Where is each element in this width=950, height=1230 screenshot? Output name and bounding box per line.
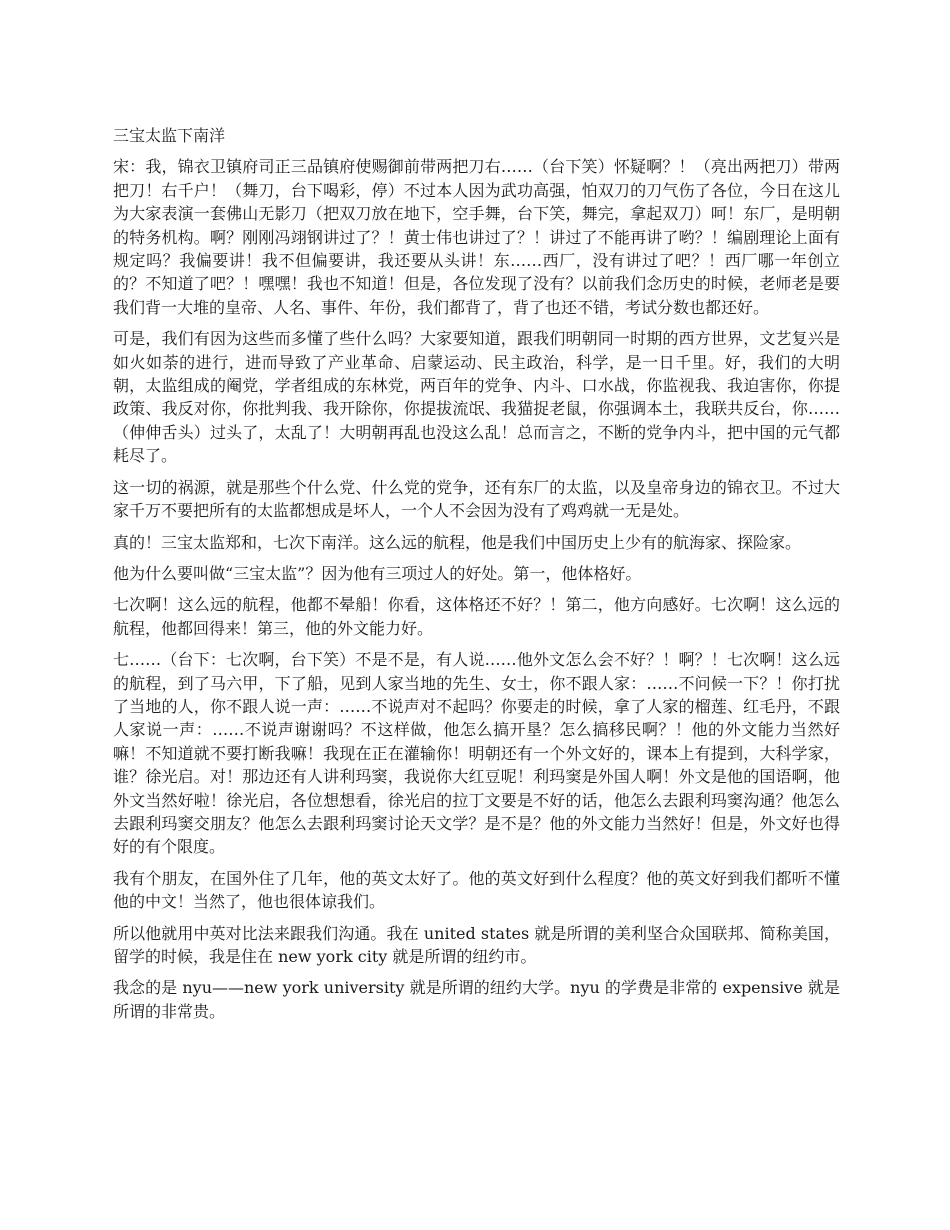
- document-title: 三宝太监下南洋: [113, 126, 226, 145]
- paragraph: 可是，我们有因为这些而多懂了些什么吗？大家要知道，跟我们明朝同一时期的西方世界，文艺复兴是如火如荼的进行，进而导致了产业革命、启蒙运动、民主政治，科学，是一日千里。好，我们的大明朝，太监组成的阉党，学者组成的东林党，两百年的党争、内斗、口水战，你监视我、我迫害你，你提政策、我反对你，你批判我、我开除你，你提拔流氓、我猫捉老鼠，你强调本土，我联共反台，你……（伸伸舌头）过头了，太乱了！大明朝再乱也没这么乱！总而言之，不断的党争内斗，把中国的元气都耗尽了。: [113, 329, 840, 466]
- paragraph: 我念的是 nyu——new york university 就是所谓的纽约大学。nyu 的学费是非常的 expensive 就是所谓的非常贵。: [113, 978, 840, 1021]
- paragraph: 他为什么要叫做“三宝太监”？因为他有三项过人的好处。第一，他体格好。: [113, 563, 642, 583]
- paragraph: 我有个朋友，在国外住了几年，他的英文太好了。他的英文好到什么程度？他的英文好到我们都听不懂他的中文！当然了，他也很体谅我们。: [113, 868, 840, 912]
- paragraph: 宋：我，锦衣卫镇府司正三品镇府使赐御前带两把刀右……（台下笑）怀疑啊？！（亮出两把刀）带两把刀！右千户！（舞刀，台下喝彩，停）不过本人因为武功高强，怕双刀的刀气伤了各位，今日在这儿为大家表演一套佛山无影刀（把双刀放在地下，空手舞，台下笑，舞完，拿起双刀）呵！东厂，是明朝的特务机构。啊？刚刚冯翊钢讲过了？！黄士伟也讲过了？！讲过了不能再讲了哟？！编剧理论上面有规定吗？我偏要讲！我不但偏要讲，我还要从头讲！东……西厂，没有讲过了吧？！西厂哪一年创立的？不知道了吧？！嘿嘿！我也不知道！但是，各位发现了没有？以前我们念历史的时候，老师老是要我们背一大堆的皇帝、人名、事件、年份，我们都背了，背了也还不错，考试分数也都还好。: [113, 157, 840, 317]
- paragraph: 真的！三宝太监郑和，七次下南洋。这么远的航程，他是我们中国历史上少有的航海家、探险家。: [113, 532, 802, 552]
- paragraph: 这一切的祸源，就是那些个什么党、什么党的党争，还有东厂的太监，以及皇帝身边的锦衣卫。不过大家千万不要把所有的太监都想成是坏人，一个人不会因为没有了鸡鸡就一无是处。: [113, 477, 840, 521]
- paragraph: 七……（台下：七次啊，台下笑）不是不是，有人说……他外文怎么会不好？！啊？！七次啊！这么远的航程，到了马六甲，下了船，见到人家当地的先生、女士，你不跟人家：……不问候一下？！你打扰了当地的人，你不跟人说一声：……不说声对不起吗？你要走的时候，拿了人家的榴莲、红毛丹，不跟人家说一声：……不说声谢谢吗？不这样做，他怎么搞开垦？怎么搞移民啊？！他的外文能力当然好嘛！不知道就不要打断我嘛！我现在正在灌输你！明朝还有一个外文好的，课本上有提到，大科学家，谁？徐光启。对！那边还有人讲利玛窦，我说你大红豆呢！利玛窦是外国人啊！外文是他的国语啊，他外文当然好啦！徐光启，各位想想看，徐光启的拉丁文要是不好的话，他怎么去跟利玛窦沟通？他怎么去跟利玛窦交朋友？他怎么去跟利玛窦讨论天文学？是不是？他的外文能力当然好！但是，外文好也得好的有个限度。: [113, 650, 840, 857]
- document-page: [113, 124, 840, 1031]
- paragraph: 所以他就用中英对比法来跟我们沟通。我在 united states 就是所谓的美利坚合众国联邦、简称美国，留学的时候，我是住在 new york city 就是所谓的纽约市。: [113, 923, 840, 966]
- paragraph: 七次啊！这么远的航程，他都不晕船！你看，这体格还不好？！第二，他方向感好。七次啊！这么远的航程，他都回得来！第三，他的外文能力好。: [113, 595, 840, 638]
